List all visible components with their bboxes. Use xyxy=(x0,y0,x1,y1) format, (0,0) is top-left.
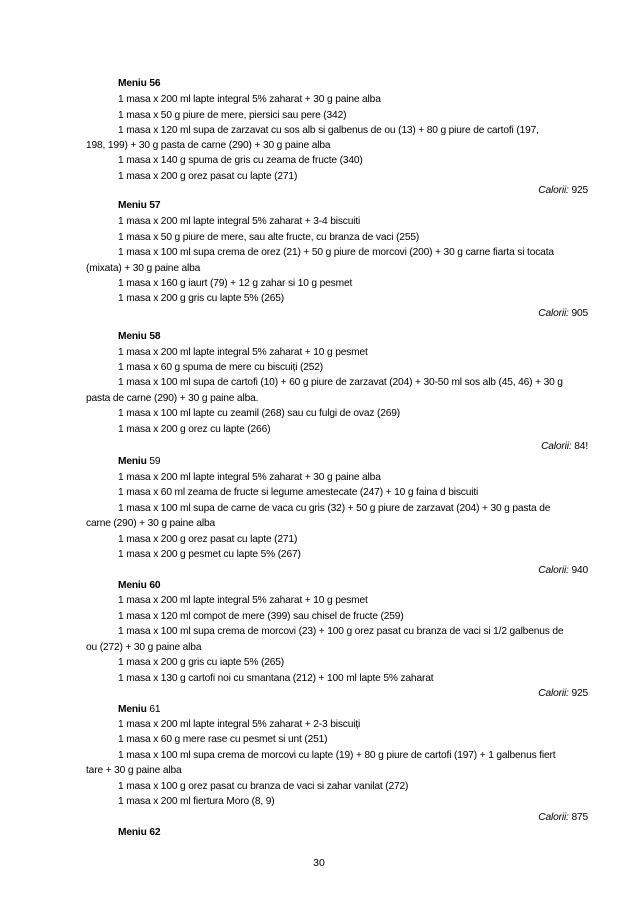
menu-title: Meniu 57 xyxy=(118,199,161,211)
calorii-label: Calorii: xyxy=(538,811,569,823)
calorii-label: Calorii: xyxy=(538,688,569,699)
menu-title-number: 59 xyxy=(146,455,161,467)
menu-title-number: 61 xyxy=(146,703,161,715)
menu-line: 1 masa x 200 g orez pasat cu lapte (271) xyxy=(118,170,298,182)
menu-title: Meniu 58 xyxy=(118,331,161,343)
menu-title xyxy=(118,703,588,716)
menu-title: Meniu 62 xyxy=(118,827,161,838)
menu-title-word: Meniu xyxy=(118,455,147,467)
calorii-value: 925 xyxy=(571,185,588,197)
menu-line: 198, 199) + 30 g pasta de carne (290) + 30 g paine alba xyxy=(86,139,331,151)
calorii-line xyxy=(86,440,588,453)
menu-line: 1 masa x 100 ml supa crema de morcovi cu lapte (19) + 80 g piure de cartofi (197) + 1 galbenus fiert xyxy=(118,749,556,761)
calorii-value: 84! xyxy=(574,440,588,452)
menu-line: 1 masa x 120 ml compot de mere (399) sau chisel de fructe (259) xyxy=(118,610,404,622)
calorii-value: 940 xyxy=(571,564,588,576)
menu-line: 1 masa x 200 ml lapte integral 5% zaharat + 30 g paine alba xyxy=(118,94,381,106)
calorii-line xyxy=(86,564,588,577)
calorii-label: Calorii: xyxy=(541,440,572,452)
menu-line: 1 masa x 200 ml lapte integral 5% zaharat + 10 g pesmet xyxy=(118,346,368,358)
menu-line: 1 masa x 60 g spuma de mere cu biscuiți (252) xyxy=(118,362,324,373)
menu-line: 1 masa x 50 g piure de mere, sau alte fructe, cu branza de vaci (255) xyxy=(118,231,420,243)
menu-line: 1 masa x 100 g orez pasat cu branza de vaci si zahar vanilat (272) xyxy=(118,780,409,792)
menu-title: Meniu 56 xyxy=(118,78,161,89)
calorii-label: Calorii: xyxy=(538,307,569,319)
calorii-label: Calorii: xyxy=(538,564,569,576)
menu-line: 1 masa x 50 g piure de mere, piersici sau pere (342) xyxy=(118,109,347,121)
menu-line: 1 masa x 200 ml lapte integral 5% zaharat + 3-4 biscuiti xyxy=(118,216,361,228)
calorii-line xyxy=(86,184,588,197)
calorii-value: 875 xyxy=(571,811,588,823)
menu-line: 1 masa x 200 ml lapte integral 5% zaharat + 30 g paine alba xyxy=(118,471,381,483)
menu-line: 1 masa x 100 ml supa de cartofi (10) + 60 g piure de zarzavat (204) + 30-50 ml sos alb (45, 46) + 30 g xyxy=(118,377,563,389)
menu-line: 1 masa x 60 ml zeama de fructe si legume amestecate (247) + 10 g faina d biscuiti xyxy=(118,487,479,499)
menu-line: 1 masa x 200 ml lapte integral 5% zaharat + 10 g pesmet xyxy=(118,595,368,607)
menu-title: Meniu 60 xyxy=(118,579,161,591)
menu-line: 1 masa x 140 g spuma de gris cu zeama de fructe (340) xyxy=(118,155,363,167)
menu-line: (mixata) + 30 g paine alba xyxy=(86,262,201,274)
calorii-label: Calorii: xyxy=(538,185,569,197)
menu-line: 1 masa x 100 ml supa crema de orez (21) + 50 g piure de morcovi (200) + 30 g carne fiarta si tocata xyxy=(118,247,554,258)
menu-line: 1 masa x 200 g orez cu lapte (266) xyxy=(118,423,271,435)
menu-line: 1 masa x 200 g orez pasat cu lapte (271) xyxy=(118,533,298,545)
menu-line: 1 masa x 160 g iaurt (79) + 12 g zahar si 10 g pesmet xyxy=(118,277,353,289)
menu-title xyxy=(118,455,588,468)
menu-line: 1 masa x 200 g gris cu lapte 5% (265) xyxy=(118,293,285,305)
page-number: 30 xyxy=(313,857,325,869)
menu-line: carne (290) + 30 g paine alba xyxy=(86,518,216,530)
calorii-line xyxy=(86,811,588,824)
menu-line: 1 masa x 200 g pesmet cu lapte 5% (267) xyxy=(118,549,301,560)
menu-title-word: Meniu xyxy=(118,703,147,715)
menu-line: 1 masa x 120 ml supa de zarzavat cu sos alb si galbenus de ou (13) + 80 g piure de cartofi (197, xyxy=(118,125,539,137)
menu-line: tare + 30 g paine alba xyxy=(86,765,182,777)
menu-line: 1 masa x 200 g gris cu iapte 5% (265) xyxy=(118,657,285,669)
calorii-line xyxy=(86,307,588,320)
menu-line: 1 masa x 200 ml fiertura Moro (8, 9) xyxy=(118,796,275,808)
menu-line: 1 masa x 200 ml lapte integral 5% zaharat + 2-3 biscuiți xyxy=(118,718,361,730)
menu-line: 1 masa x 60 g mere rase cu pesmet si unt (251) xyxy=(118,734,328,746)
calorii-value: 905 xyxy=(571,307,588,319)
menu-line: pasta de carne (290) + 30 g paine alba. xyxy=(86,392,259,404)
menu-line: 1 masa x 100 ml lapte cu zeamil (268) sau cu fulgi de ovaz (269) xyxy=(118,408,401,420)
menu-line: 1 masa x 100 ml supa crema de morcovi (23) + 100 g orez pasat cu branza de vaci si 1/2 galbenus de xyxy=(118,626,564,638)
menu-line: 1 masa x 130 g cartofi noi cu smantana (212) + 100 ml lapte 5% zaharat xyxy=(118,672,434,684)
menu-line: ou (272) + 30 g paine alba xyxy=(86,641,202,653)
calorii-value: 925 xyxy=(571,688,588,699)
calorii-line xyxy=(86,687,588,700)
menu-line: 1 masa x 100 ml supa de carne de vaca cu gris (32) + 50 g piure de zarzavat (204) + 30 g pasta de xyxy=(118,502,551,514)
